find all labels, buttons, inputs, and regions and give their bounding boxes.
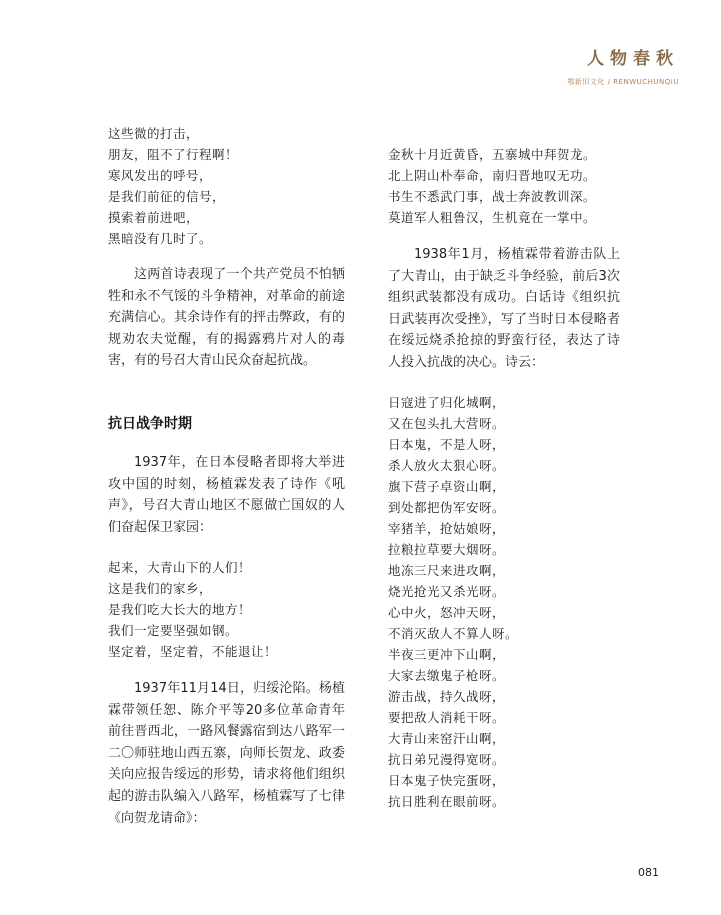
poem-line: 抗日弟兄漫得宽呀。 [388,752,506,767]
poem-line: 莫道军人粗鲁汉，生机竟在一掌中。 [388,210,597,225]
poem-line: 摸索着前进吧， [108,210,200,225]
poem-line: 日本鬼，不是人呀， [388,437,506,452]
poem-line: 日本鬼子快完蛋呀， [388,773,506,788]
poem-line: 朋友，阻不了行程啊！ [108,147,239,162]
paragraph: 1938年1月，杨植霖带着游击队上了大青山，由于缺乏斗争经验，前后3次组织武装都没有成功。白话诗《组织抗日武装再次受挫》，写了当时日本侵略者在绥远烧杀抢掠的野蛮行径，表达了诗人投入抗战的决心。诗云： [388,247,620,370]
poem-line: 又在包头扎大营呀。 [388,416,506,431]
poem-line: 宰猪羊，抢姑娘呀， [388,521,506,536]
page-header [567,44,679,87]
poem-line: 这些微的打击， [108,126,200,141]
poem-line: 北上阴山朴奉命，南归晋地叹无功。 [388,168,597,183]
poem-line: 旗下营子卓资山啊， [388,479,506,494]
poem-line: 我们一定要坚强如钢。 [108,623,239,638]
poem-line: 书生不悉武门事，战士奔波教训深。 [388,189,597,204]
poem-line: 心中火，怒冲天呀， [388,605,506,620]
poem-line: 半夜三更冲下山啊， [388,647,506,662]
poem-line: 地冻三尺来进攻啊， [388,563,506,578]
poem-line: 要把敌人消耗干呀。 [388,710,506,725]
poem-line: 烧光抢光又杀光呀。 [388,584,506,599]
poem-line: 大青山来窑汗山啊， [388,731,506,746]
paragraph: 这两首诗表现了一个共产党员不怕牺牲和永不气馁的斗争精神，对革命的前途充满信心。其余诗作有的抨击弊政，有的规劝农夫觉醒，有的揭露鸦片对人的毒害，有的号召大青山民众奋起抗战。 [108,267,345,369]
poem-line: 起来，大青山下的人们！ [108,560,252,575]
poem-line: 寒风发出的呼号， [108,168,213,183]
paragraph: 1937年11月14日，归绥沦陷。杨植霖带领任恕、陈介平等20多位革命青年前往晋西北，一路风餐露宿到达八路军一二〇师驻地山西五寨，向师长贺龙、政委关向应报告绥远的形势，请求将他们组织起的游击队编入八路军，杨植霖写了七律《向贺龙请命》： [108,681,345,826]
poem-line: 不消灭敌人不算人呀。 [388,626,519,641]
poem-line: 拉粮拉草要大烟呀。 [388,542,506,557]
poem-line: 这是我们的家乡， [108,581,213,596]
poem-line: 日寇进了归化城啊， [388,395,506,410]
poem-line: 黑暗没有几时了。 [108,231,213,246]
poem-line: 金秋十月近黄昏，五寨城中拜贺龙。 [388,147,597,162]
poem-line: 是我们吃大长大的地方！ [108,602,252,617]
poem-line: 杀人放火太狠心呀。 [388,458,506,473]
poem-line: 大家去缴鬼子枪呀。 [388,668,506,683]
column-subtitle: 鄂新旧文化 / RENWUCHUNQIU [567,78,679,86]
section-heading: 抗日战争时期 [108,416,192,432]
poem-line: 是我们前征的信号， [108,189,226,204]
column-title: 人物春秋 [587,49,679,69]
page-number: 081 [638,866,659,879]
poem-line: 坚定着，坚定着，不能退让！ [108,644,278,659]
poem-line: 游击战，持久战呀， [388,689,506,704]
poem-line: 抗日胜利在眼前呀。 [388,794,506,809]
paragraph: 1937年，在日本侵略者即将大举进攻中国的时刻，杨植霖发表了诗作《吼声》，号召大青山地区不愿做亡国奴的人们奋起保卫家园： [108,455,345,535]
poem-line: 到处都把伪军安呀。 [388,500,506,515]
